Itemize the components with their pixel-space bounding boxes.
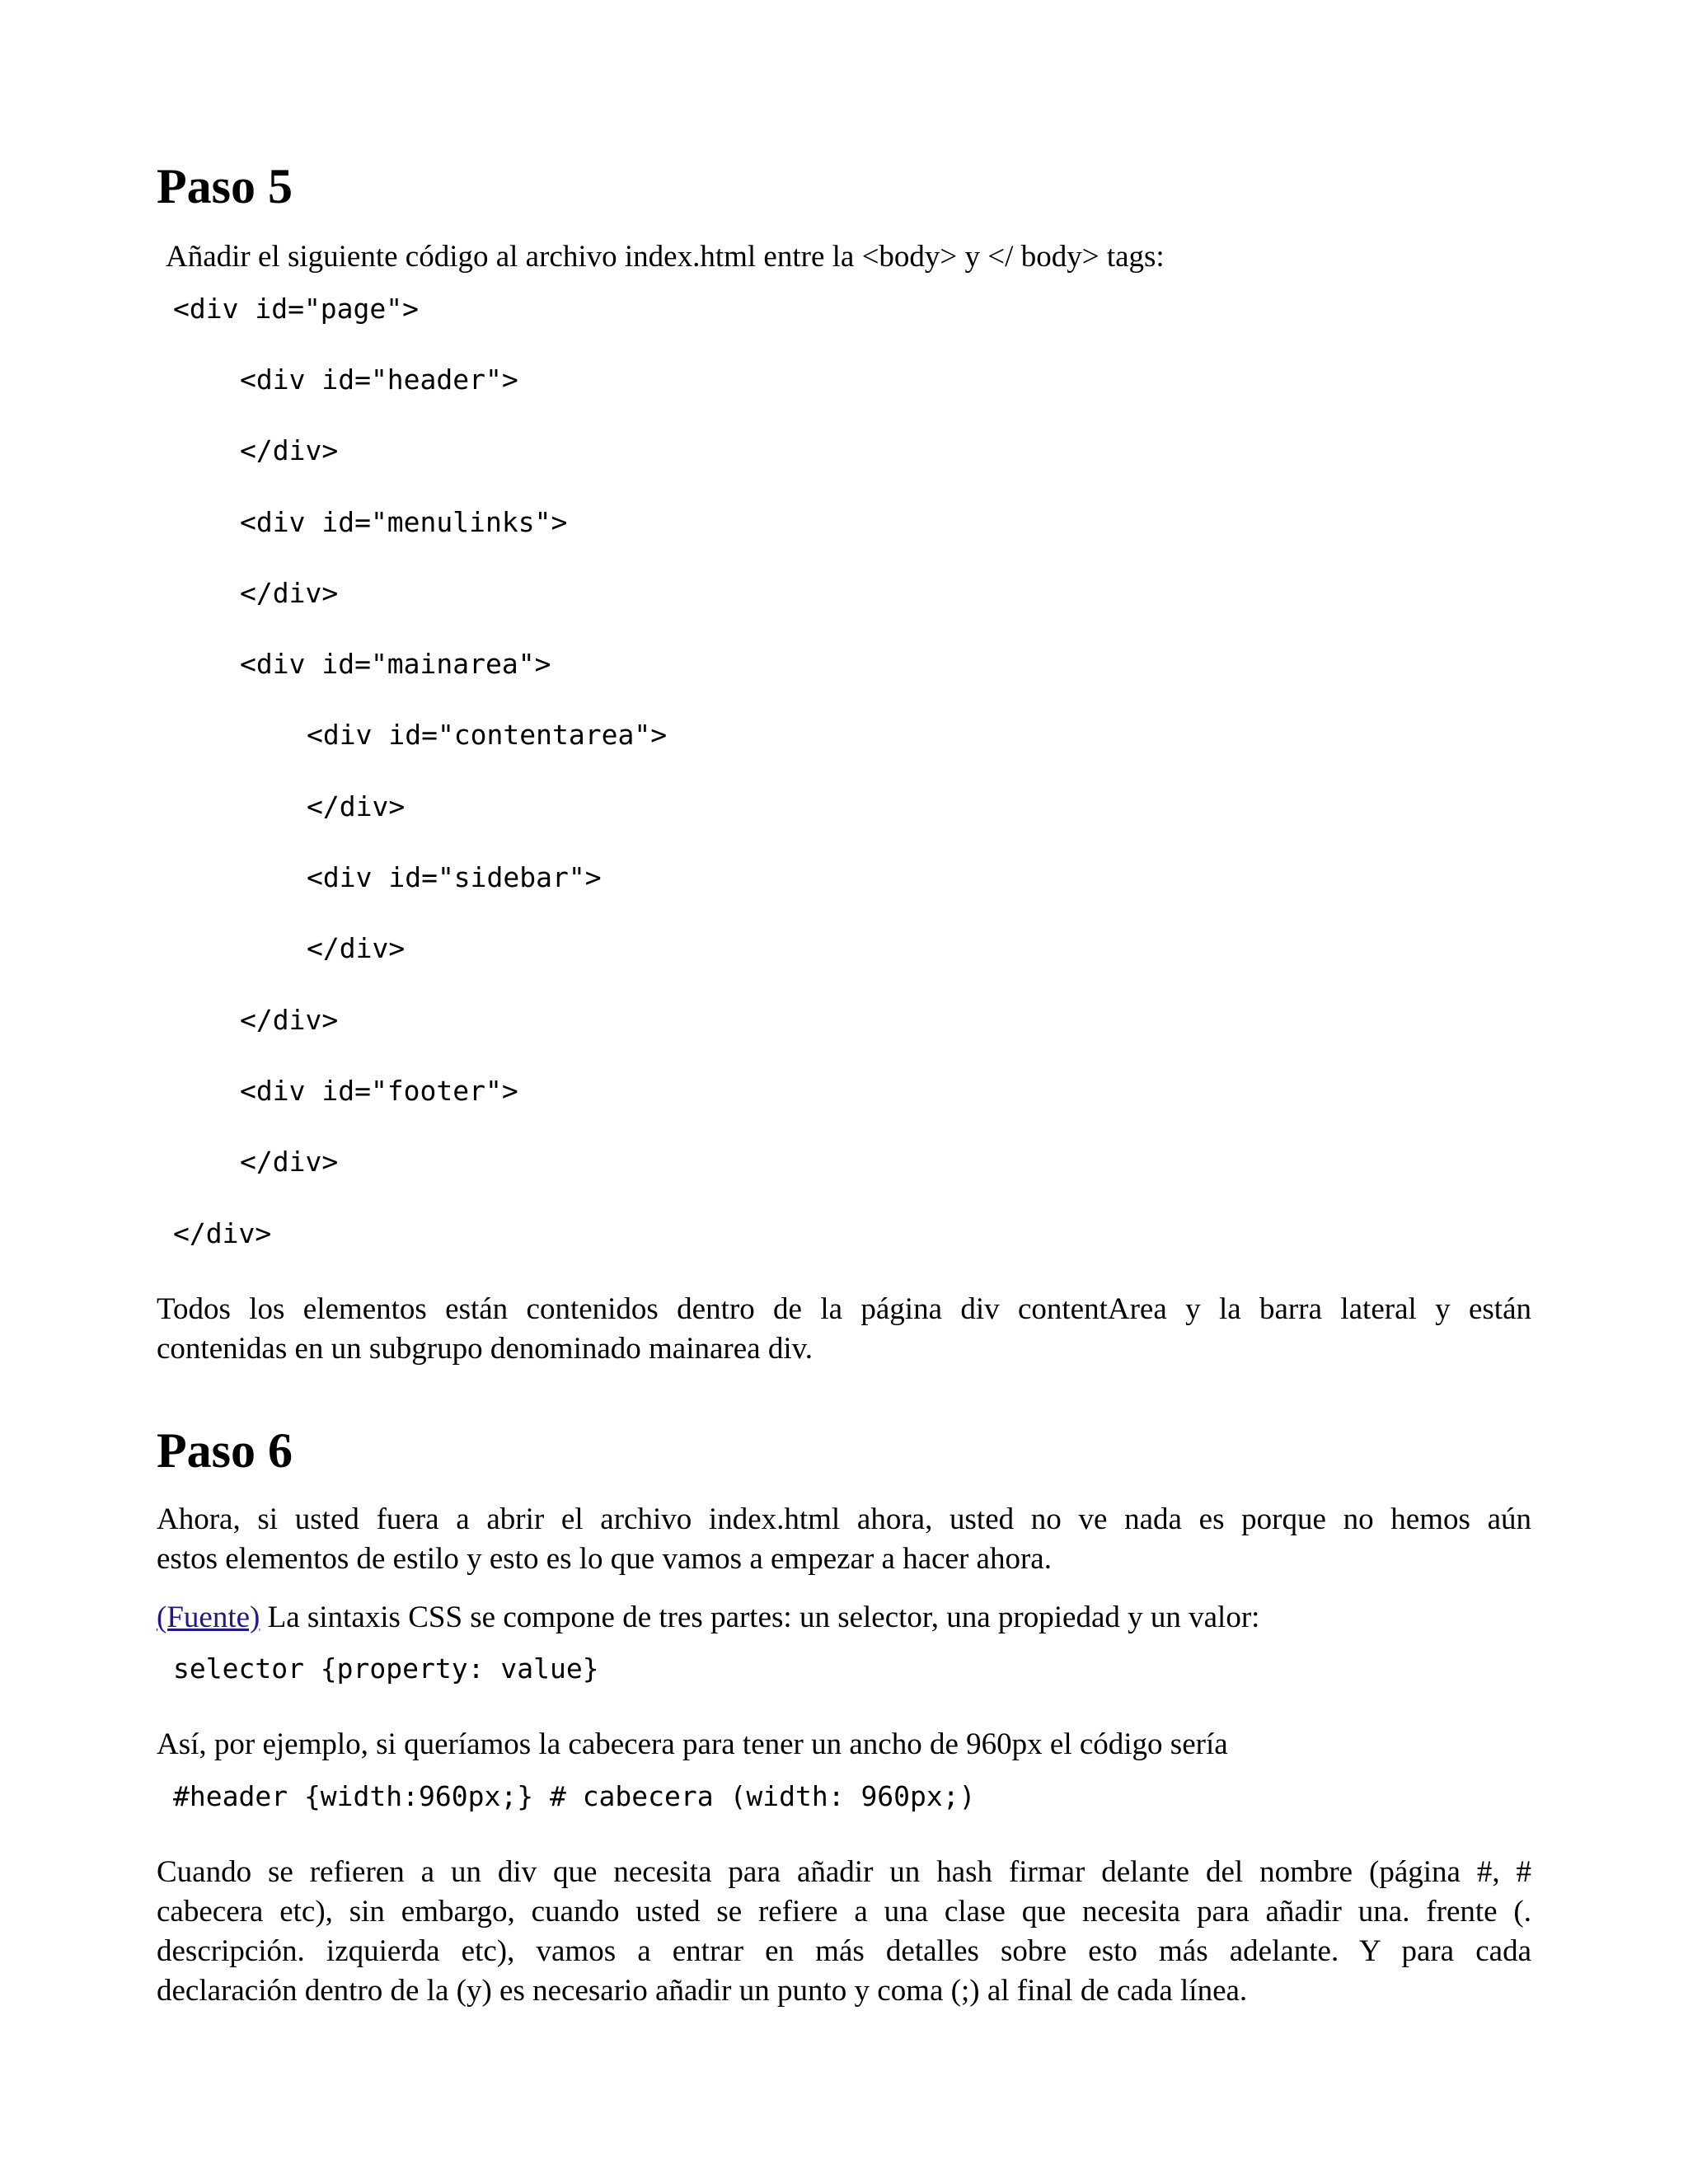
code-line: </div>	[307, 932, 406, 964]
source-link[interactable]: (Fuente)	[157, 1601, 260, 1634]
text-line: Ahora, si usted fuera a abrir el archivo index.html ahora, usted no ve nada es porque no hemos aún	[157, 1502, 1531, 1536]
step6-syntax-line	[157, 1598, 1259, 1638]
step5-summary	[157, 1290, 1531, 1369]
syntax-code: selector {property: value}	[173, 1652, 599, 1685]
code-line: <div id="header">	[240, 363, 518, 396]
code-line: <div id="footer">	[240, 1075, 518, 1107]
example-code: #header {width:960px;} # cabecera (width: 960px;)	[173, 1780, 976, 1812]
text-line: contenidas en un subgrupo denominado mainarea div.	[157, 1332, 813, 1366]
text-line: estos elementos de estilo y esto es lo que vamos a empezar a hacer ahora.	[157, 1542, 1052, 1576]
code-line: </div>	[307, 790, 406, 823]
code-line: </div>	[240, 577, 339, 609]
code-line: <div id="mainarea">	[240, 648, 551, 680]
text-line: descripción. izquierda etc), vamos a entrar en más detalles sobre esto más adelante. Y para cada	[157, 1934, 1531, 1968]
text-line: cabecera etc), sin embargo, cuando usted se refiere a una clase que necesita para añadir una. frente (.	[157, 1895, 1531, 1929]
code-line: <div id="contentarea">	[307, 719, 668, 751]
code-line: </div>	[240, 1146, 339, 1178]
code-line: <div id="menulinks">	[240, 506, 568, 538]
step5-intro: Añadir el siguiente código al archivo index.html entre la <body> y </ body> tags:	[166, 240, 1165, 274]
step6-paragraph-2	[157, 1853, 1531, 2011]
text-line: Cuando se refieren a un div que necesita para añadir un hash firmar delante del nombre (página #, #	[157, 1855, 1531, 1889]
syntax-text: La sintaxis CSS se compone de tres partes: un selector, una propiedad y un valor:	[260, 1601, 1260, 1634]
code-line: <div id="page">	[173, 293, 420, 325]
step6-example-text: Así, por ejemplo, si queríamos la cabecera para tener un ancho de 960px el código sería	[157, 1727, 1228, 1761]
text-line: declaración dentro de la (y) es necesario añadir un punto y coma (;) al final de cada línea.	[157, 1974, 1248, 2008]
step5-heading: Paso 5	[157, 159, 293, 213]
step6-heading: Paso 6	[157, 1423, 293, 1478]
text-line: Todos los elementos están contenidos dentro de la página div contentArea y la barra lateral y están	[157, 1292, 1531, 1326]
step6-paragraph-1	[157, 1500, 1531, 1579]
code-line: </div>	[240, 1004, 339, 1036]
code-line: <div id="sidebar">	[307, 861, 602, 893]
code-line: </div>	[173, 1217, 272, 1249]
code-line: </div>	[240, 434, 339, 466]
